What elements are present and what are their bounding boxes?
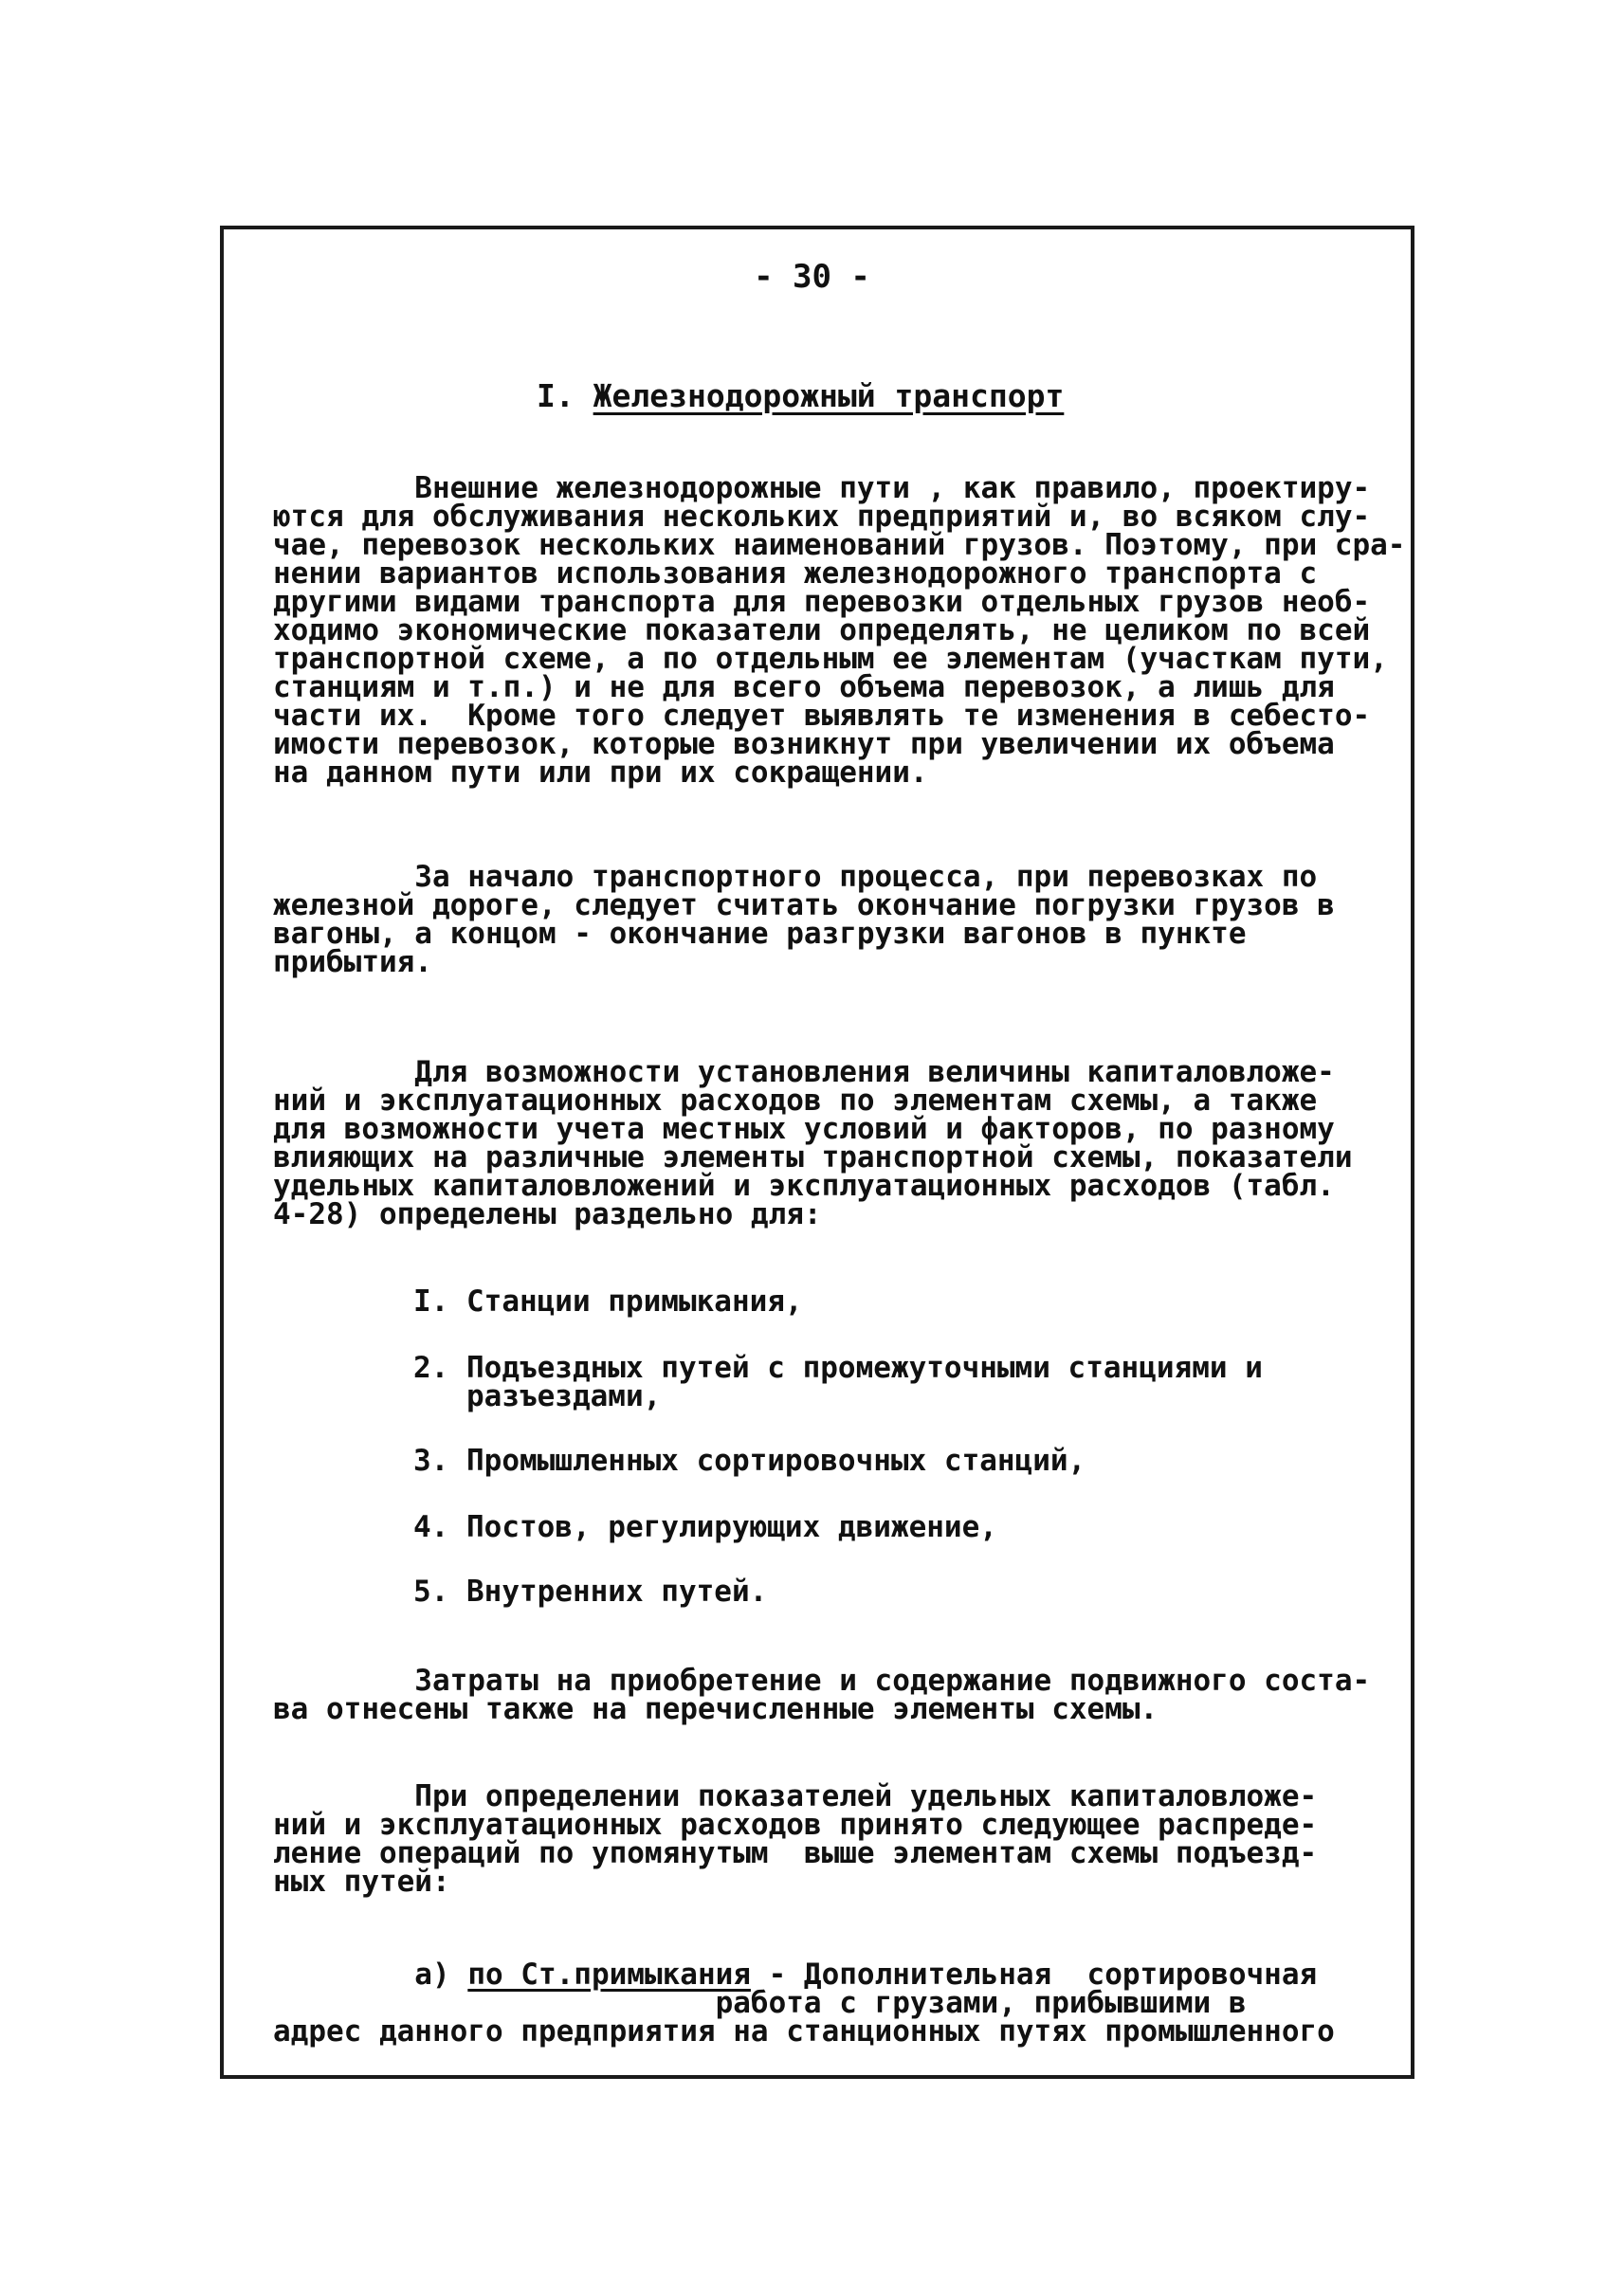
- list-item-line: 2. Подъездных путей с промежуточными станциями и: [413, 1351, 1263, 1385]
- list-item-line: I. Станции примыкания,: [413, 1284, 803, 1319]
- paragraph-3: [273, 1055, 1353, 1231]
- paragraph-line: нении вариантов использования железнодорожного транспорта с: [273, 556, 1318, 591]
- list-item-line: разъездами,: [413, 1379, 662, 1413]
- paragraph-2: [273, 860, 1335, 979]
- paragraph-line: удельных капиталовложений и эксплуатационных расходов (табл.: [273, 1169, 1335, 1203]
- section-number: I.: [537, 377, 575, 414]
- list-item-4: [413, 1510, 997, 1544]
- list-item-line: 5. Внутренних путей.: [413, 1575, 768, 1609]
- paragraph-line: прибытия.: [273, 945, 432, 979]
- paragraph-line: другими видами транспорта для перевозки отдельных грузов необ-: [273, 585, 1371, 619]
- paragraph-line: транспортной схеме, а по отдельным ее элементам (участкам пути,: [273, 642, 1388, 676]
- paragraph-line: имости перевозок, которые возникнут при увеличении их объема: [273, 727, 1335, 761]
- paragraph-line: ются для обслуживания нескольких предприятий и, во всяком слу-: [273, 500, 1371, 534]
- list-item-5: [413, 1575, 768, 1609]
- paragraph-line: для возможности учета местных условий и факторов, по разному: [273, 1112, 1335, 1146]
- paragraph-line: станциям и т.п.) и не для всего объема перевозок, а лишь для: [273, 670, 1335, 704]
- item-a-line-2: работа с грузами, прибывшими в: [273, 1986, 1247, 2020]
- paragraph-line: За начало транспортного процесса, при перевозках по: [273, 860, 1318, 894]
- paragraph-line: на данном пути или при их сокращении.: [273, 756, 928, 790]
- item-a-label: по Ст.примыкания: [467, 1958, 751, 1992]
- list-item-line: 4. Постов, регулирующих движение,: [413, 1510, 997, 1544]
- paragraph-line: ний и эксплуатационных расходов принято следующее распреде-: [273, 1808, 1318, 1842]
- paragraph-4: [273, 1664, 1371, 1726]
- paragraph-line: ва отнесены также на перечисленные элементы схемы.: [273, 1692, 1159, 1726]
- list-item-3: [413, 1444, 1086, 1478]
- list-item-1: [413, 1284, 803, 1319]
- paragraph-line: ний и эксплуатационных расходов по элементам схемы, а также: [273, 1084, 1318, 1118]
- paragraph-line: железной дороге, следует считать окончание погрузки грузов в: [273, 888, 1335, 922]
- paragraph-line: Затраты на приобретение и содержание подвижного соста-: [273, 1664, 1371, 1698]
- paragraph-line: части их. Кроме того следует выявлять те изменения в себесто-: [273, 699, 1371, 733]
- item-a-line-3: адрес данного предприятия на станционных путях промышленного: [273, 2014, 1335, 2049]
- page-number: - 30 -: [754, 258, 870, 296]
- paragraph-line: ных путей:: [273, 1865, 450, 1899]
- paragraph-line: вагоны, а концом - окончание разгрузки вагонов в пункте: [273, 917, 1247, 951]
- paragraph-line: Для возможности установления величины капиталовложе-: [273, 1055, 1335, 1089]
- item-a-prefix: а): [273, 1958, 468, 1992]
- section-title: Железнодорожный транспорт: [593, 377, 1065, 414]
- paragraph-line: 4-28) определены раздельно для:: [273, 1197, 822, 1231]
- paragraph-line: чае, перевозок нескольких наименований грузов. Поэтому, при сра-: [273, 528, 1406, 562]
- paragraph-line: Внешние железнодорожные пути , как правило, проектиру-: [273, 471, 1371, 505]
- paragraph-line: влияющих на различные элементы транспортной схемы, показатели: [273, 1140, 1353, 1175]
- list-item-2: [413, 1351, 1263, 1413]
- paragraph-5: [273, 1779, 1318, 1899]
- paragraph-line: ление операций по упомянутым выше элементам схемы подъезд-: [273, 1836, 1318, 1870]
- item-a-rest: - Дополнительная сортировочная: [750, 1958, 1318, 1992]
- paragraph-1: [273, 471, 1406, 790]
- paragraph-line: ходимо экономические показатели определять, не целиком по всей: [273, 613, 1371, 647]
- item-a: [273, 1958, 1335, 2049]
- section-heading: [537, 377, 1064, 414]
- paragraph-line: При определении показателей удельных капиталовложе-: [273, 1779, 1318, 1813]
- list-item-line: 3. Промышленных сортировочных станций,: [413, 1444, 1086, 1478]
- item-a-line-1: [273, 1958, 1335, 1992]
